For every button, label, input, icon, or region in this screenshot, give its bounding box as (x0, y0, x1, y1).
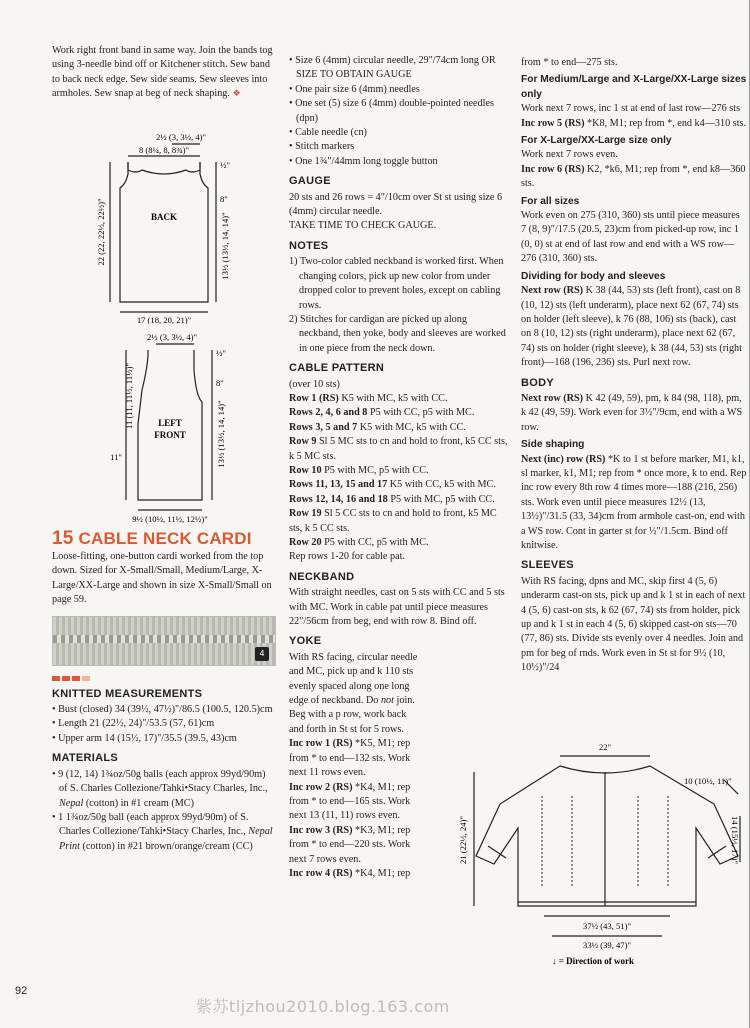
row-label: Next row (RS) (521, 285, 584, 297)
yarn-name: Nepal Print (59, 826, 273, 852)
row-label: Inc row 6 (RS) (521, 163, 585, 175)
material-item: • One pair size 6 (4mm) needles (289, 83, 420, 95)
back-neck-width-label: 8 (8¼, 8, 8¾)" (138, 144, 190, 155)
pattern-row (289, 435, 511, 464)
sleeves-text: With RS facing, dpns and MC, skip first 4 (5, 6) underarm cast-on sts, pick up and k 1 st in each of next 4 (5, 6) cast-on sts, k 62 (67, 74) sts from holder, pick up and k 1 st in each 4 (5, 6) skipped cast-on sts—70 (77, 86) sts. Divide sts evenly over 4 needles. Join and pm for beg of rnds. Work even in St st for 9½ (10, 10½)"/24 (521, 575, 746, 674)
material-item: • Cable needle (cn) (289, 127, 367, 139)
row-label: Row 20 (289, 537, 322, 548)
row-text: K5 with MC, k5 with CC. (357, 421, 466, 433)
material-item: • One 1¾"/44mm long toggle button (289, 155, 438, 167)
row-text: *K8, M1; rep from *, end k4—310 sts. (584, 117, 747, 129)
pattern-row (289, 781, 421, 824)
row-text: P5 with MC, p5 with CC. (321, 464, 429, 476)
material-text: (cotton) in #21 brown/orange/cream (CC) (79, 840, 253, 852)
yoke-text (289, 651, 421, 737)
dividing-heading: Dividing for body and sleeves (521, 270, 666, 282)
continued-text: from * to end—275 sts. (521, 57, 618, 68)
material-item: • Size 6 (4mm) circular needle, 29"/74cm long OR SIZE TO OBTAIN GAUGE (289, 55, 496, 81)
measurements-heading: KNITTED MEASUREMENTS (52, 687, 203, 700)
left-front-schematic (52, 330, 276, 526)
row-label: Inc row 5 (RS) (521, 117, 585, 129)
gauge-check: TAKE TIME TO CHECK GAUGE. (289, 220, 437, 232)
cable-repeat: Rep rows 1-20 for cable pat. (289, 551, 405, 563)
front-edge-label: 11" (110, 451, 122, 462)
row-text: *K to 1 st before marker, M1, k1, sl marker, k1, M1; rep from * once more, k to end. Rep inc row every 8th row 4 times more—188 (216, 256) sts. Work even until piece measures 12½ (13, 13½)"/31.5 (33, 34)cm from armhole cast-on, end with a WS row. Cont in garter st for ½"/1.5cm. Bind off knitwise. (521, 453, 747, 551)
row-label: Rows 3, 5 and 7 (289, 421, 358, 433)
dividing-text (521, 284, 747, 370)
front-side-label: 13½ (13½, 14, 14)" (216, 400, 226, 468)
yoke-inc-rows (289, 737, 421, 881)
pattern-row (289, 824, 421, 867)
pattern-row (289, 421, 511, 435)
neckband-heading: NECKBAND (289, 570, 355, 583)
neckband-text: With straight needles, cast on 5 sts with CC and 5 sts with MC. Work in cable pat until piece measures 22"/56cm from beg, end with row 8. Bind off. (289, 587, 505, 628)
back-schematic-drawing (52, 124, 276, 324)
materials-list-cont (289, 54, 511, 169)
cardi-cuff-label: 14 (15½, 17)" (730, 816, 740, 864)
xl-size-text: Work next 7 rows even. (521, 149, 618, 161)
cardigan-schematic-drawing (452, 736, 748, 968)
column-3 (521, 56, 747, 676)
cardigan-schematic (452, 736, 748, 968)
pattern-row (289, 392, 511, 406)
back-armhole-label: 8" (220, 193, 228, 204)
measurement-item: • Length 21 (22½, 24)"/53.5 (57, 61)cm (52, 718, 215, 730)
gauge-text: 20 sts and 26 rows = 4"/10cm over St st using size 6 (4mm) circular needle. (289, 191, 503, 218)
material-text: • 9 (12, 14) 1¾oz/50g balls (each approx 99yd/90m) of S. Charles Collezione/Tahki•Stacy Charles, Inc., (52, 768, 268, 795)
skill-bar (52, 676, 60, 681)
row-label: Inc row 4 (RS) (289, 867, 353, 879)
inc-row-5 (521, 117, 747, 131)
row-text: Sl 5 MC sts to cn and hold to front, k5 CC sts, k 5 MC sts. (289, 436, 508, 462)
row-label: Row 10 (289, 464, 322, 476)
watermark: 紫苏tljzhou2010.blog.163.com (196, 997, 450, 1016)
pattern-description: Loose-fitting, one-button cardi worked from the top down. Sized for X-Small/Small, Medium/Large, X-Large/XX-Large and shown in size X-Small/Small on page 59. (52, 551, 272, 606)
material-item: • Stitch markers (289, 141, 355, 153)
materials-list (52, 768, 276, 854)
row-label: Rows 11, 13, 15 and 17 (289, 479, 388, 491)
pattern-row (289, 478, 511, 492)
yoke-emphasis: not (380, 695, 394, 707)
skill-bar (62, 676, 70, 681)
row-label: Rows 12, 14, 16 and 18 (289, 493, 388, 505)
row-label: Row 9 (289, 436, 317, 448)
cardi-top-label: 22" (598, 742, 612, 752)
notes-heading: NOTES (289, 239, 329, 252)
note-1: 1) Two-color cabled neckband is worked first. When changing colors, pick up new color from under dropped color to prevent holes, except on cabling rows. (289, 256, 504, 311)
row-text: *K5, M1; rep from * to end—132 sts. Work next 11 rows even. (289, 738, 411, 779)
back-schematic (52, 124, 276, 324)
yoke-text-part: join. Beg with a p row, work back and forth in St st for 5 rows. (289, 695, 415, 735)
direction-label: = Direction of work (556, 956, 634, 966)
back-shoulder-label: ½" (220, 159, 230, 170)
pattern-title (52, 527, 276, 549)
pattern-number: 15 (52, 527, 74, 549)
pattern-row (289, 493, 511, 507)
ml-sizes-text: Work next 7 rows, inc 1 st at end of last row—276 sts (521, 103, 741, 115)
down-arrow-icon: ↓ (552, 956, 557, 966)
row-text: K5 with CC, k5 with MC. (387, 479, 496, 491)
skill-bar (72, 676, 80, 681)
front-bottom-width-label: 9½ (10½, 11½, 12½)" (132, 513, 208, 524)
row-text: K 38 (44, 53) sts (left front), cast on 8 (10, 12) sts (left underarm), place next 62 (67, 74) sts on holder (left sleeve), k 76 (88, 106) sts (back), cast on 8 (10, 12) sts (right underarm), place next 62 (67, 74) sts on holder (right sleeve), k 38 (44, 53) sts (right front)—168 (196, 236) sts. Purl next row. (521, 285, 742, 369)
row-label: Next row (RS) (521, 392, 584, 404)
material-item: • One set (5) size 6 (4mm) double-pointed needles (dpn) (289, 98, 494, 124)
pattern-row (289, 737, 421, 780)
front-label-line1: LEFT (158, 417, 182, 428)
row-text: P5 with CC, p5 with MC. (367, 407, 475, 419)
row-label: Row 19 (289, 508, 322, 520)
front-shoulder-label: ½" (216, 347, 226, 358)
cardi-sleeve-width-label: 10 (10½, 11)" (684, 776, 732, 786)
note-2: 2) Stitches for cardigan are picked up along neckband, then yoke, body and sleeves are worked in one piece from the neck down. (289, 313, 506, 354)
yarn-name: Nepal (59, 797, 84, 809)
row-text: K 42 (49, 59), pm, k 84 (98, 118), pm, k 42 (49, 59). Work even for 3½"/9cm, end with a WS row. (521, 392, 743, 433)
back-bottom-width-label: 17 (18, 20, 21)" (136, 314, 192, 324)
cable-rows (289, 392, 511, 550)
row-label: Row 1 (RS) (289, 392, 339, 404)
measurement-item: • Upper arm 14 (15½, 17)"/35.5 (39.5, 43)cm (52, 732, 237, 744)
yoke-heading: YOKE (289, 635, 322, 648)
row-text: *K4, M1; rep (352, 867, 411, 879)
pattern-name: CABLE NECK CARDI (78, 528, 252, 548)
skill-level-tag: 4 (255, 647, 269, 661)
direction-of-work-legend (552, 956, 634, 966)
cardi-hem-width-label: 33½ (39, 47)" (583, 940, 631, 950)
row-text: *K4, M1; rep from * to end—165 sts. Work next 13 (11, 11) rows even. (289, 781, 411, 822)
back-label: BACK (150, 211, 178, 222)
cable-pattern-heading: CABLE PATTERN (289, 362, 385, 375)
all-sizes-text: Work even on 275 (310, 360) sts until piece measures 7 (8, 9)"/17.5 (20.5, 23)cm from picked-up row, inc 1 (0, 0) st at end of last row and end with a WS row—276 (310, 360) sts. (521, 210, 740, 265)
skill-level-bars (52, 676, 276, 681)
ml-sizes-heading: For Medium/Large and X-Large/XX-Large sizes only (521, 74, 747, 100)
material-item (52, 768, 276, 811)
cable-over: (over 10 sts) (289, 378, 340, 390)
left-front-schematic-drawing (52, 330, 276, 526)
row-text: K5 with MC, k5 with CC. (338, 392, 448, 404)
pattern-row (289, 536, 511, 550)
pattern-row (289, 406, 511, 420)
column-1 (52, 44, 276, 854)
front-armhole-label: 8" (216, 377, 224, 388)
side-shaping-heading: Side shaping (521, 439, 585, 451)
pattern-row (289, 867, 421, 881)
yoke-text-part: With RS facing, circular needle and MC, pick up and k 110 sts evenly spaced along one long edge of neckband. Do (289, 651, 418, 707)
cable-swatch-image (52, 616, 276, 666)
row-label: Inc row 1 (RS) (289, 738, 353, 750)
gauge-heading: GAUGE (289, 175, 331, 188)
row-text: P5 with CC, p5 with MC. (321, 537, 429, 548)
all-sizes-heading: For all sizes (521, 195, 580, 207)
cable-band (53, 635, 275, 643)
row-label: Rows 2, 4, 6 and 8 (289, 407, 368, 419)
page-number: 92 (15, 985, 28, 997)
sleeves-heading: SLEEVES (521, 559, 574, 572)
row-text: Sl 5 CC sts to cn and hold to front, k5 MC sts, k 5 CC sts. (289, 508, 497, 534)
cardi-length-label: 21 (22½, 24)" (458, 816, 468, 864)
material-item (52, 811, 276, 854)
measurements-list (52, 703, 276, 746)
finishing-paragraph (52, 44, 276, 102)
materials-heading: MATERIALS (52, 752, 119, 765)
end-diamond-icon: ❖ (232, 89, 241, 100)
cardi-body-width-label: 37½ (43, 51)" (583, 921, 631, 931)
measurement-item: • Bust (closed) 34 (39½, 47½)"/86.5 (100.5, 120.5)cm (52, 704, 273, 716)
material-text: • 1 1¾oz/50g ball (each approx 99yd/90m) of S. Charles Collezione/Tahki•Stacy Charles, Inc., (52, 811, 249, 838)
front-neck-depth-label: 11 (11, 11½, 11½)" (124, 362, 134, 429)
row-text: *K3, M1; rep from * to end—220 sts. Work next 7 rows even. (289, 824, 411, 865)
row-label: Inc row 3 (RS) (289, 824, 353, 836)
finishing-text: Work right front band in same way. Join the bands tog using 3-needle bind off or Kitchener stitch. Sew band to back neck edge. Sew side seams. Sew sleeves into armholes. Sew snap at beg of neck shaping. (52, 45, 273, 100)
back-length-label: 22 (22, 22½, 22½)" (96, 198, 106, 266)
body-heading: BODY (521, 376, 554, 389)
row-label: Inc row 2 (RS) (289, 781, 353, 793)
pattern-row (289, 464, 511, 478)
back-side-label: 13½ (13½, 14, 14)" (220, 212, 230, 280)
pattern-row (289, 507, 511, 536)
material-text: (cotton) in #1 cream (MC) (83, 797, 194, 809)
back-top-width-label: 2½ (3, 3½, 4)" (155, 131, 207, 142)
front-top-width-label: 2½ (3, 3½, 4)" (146, 331, 198, 342)
xl-size-heading: For X-Large/XX-Large size only (521, 135, 672, 147)
side-shaping-text (521, 453, 747, 554)
inc-row-6 (521, 163, 747, 192)
row-text: K2, *k6, M1; rep from *, end k8—360 sts. (521, 163, 746, 190)
row-text: P5 with MC, p5 with CC. (387, 493, 495, 505)
front-label-line2: FRONT (154, 429, 186, 440)
body-text (521, 392, 747, 435)
row-label: Next (inc) row (RS) (521, 453, 606, 465)
skill-bar (82, 676, 90, 681)
